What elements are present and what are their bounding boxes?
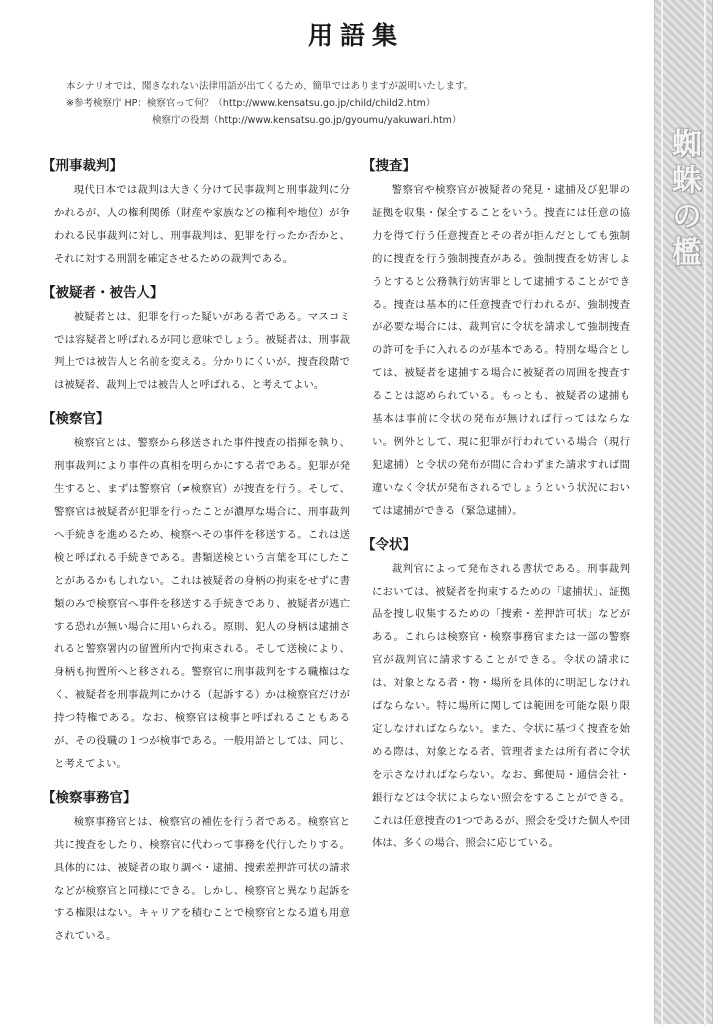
right-column (362, 156, 630, 867)
decorative-sidebar (654, 0, 713, 1024)
entry-body: 検察官とは、警察から移送された事件捜査の指揮を執り、刑事裁判により事件の真相を明らかにする者である。犯罪が発生すると、まずは警察官（≠検察官）が捜査を行う。そして、警察官は被疑者が犯罪を行ったことが濃厚な場合に、刑事裁判へ手続きを進めるため、検察へその事件を移送する。これは送検と呼ばれる手続きである。書類送検という言葉を耳にしたことがあるかもしれない。これは被疑者の身柄の拘束をせずに書類のみで検察官へ事件を移送する手続きであり、被疑者が逃亡する恐れが無い場合に用いられる。原則、犯人の身柄は逮捕されると警察署内の留置所内で拘束される。そして送検により、身柄も拘置所へと移される。警察官に刑事裁判をする職権はなく、被疑者を刑事裁判にかける（起訴する）かは検察官だけが持つ特権である。なお、検察官は検事と呼ばれることもあるが、その役職の１つが検事である。一般用語としては、同じ、と考えてよい。 (54, 437, 350, 770)
left-column (42, 156, 350, 960)
glossary-entry-reijou (362, 535, 630, 856)
entry-body: 裁判官によって発布される書状である。刑事裁判においては、被疑者を拘束するための「逮捕状」、証拠品を捜し収集するための「捜索・差押許可状」などがある。これらは検察官・検察事務官または一部の警察官が裁判官に請求することができる。令状の請求には、対象となる者・物・場所を具体的に明記しなければならない。特に場所に関しては範囲を可能な限り限定しなければならない。また、令状に基づく捜査を始める際は、対象となる者、管理者または所有者に令状を示さなければならない。なお、郵便局・通信会社・銀行などは令状によらない照会をすることができる。これは任意捜査の1つであるが、照会を受けた個人や団体は、多くの場合、照会に応じている。 (372, 562, 630, 850)
glossary-entry-sousa (362, 156, 630, 523)
entry-heading: 【検察事務官】 (42, 789, 137, 806)
reference-line: 検察庁の役割（http://www.kensatsu.go.jp/gyoumu/yakuwari.htm） (152, 115, 462, 126)
entry-body: 検察事務官とは、検察官の補佐を行う者である。検察官と共に捜査をしたり、検察官に代わって事務を代行したりする。具体的には、被疑者の取り調べ・逮捕、捜索差押許可状の請求などが検察官と同様にできる。しかし、検察官と異なり起訴をする権限はない。キャリアを積むことで検察官となる道も用意されている。 (54, 815, 350, 943)
glossary-entry-keiji-saiban (42, 156, 350, 271)
entry-heading: 【被疑者・被告人】 (42, 284, 164, 301)
intro-line: 本シナリオでは、聞きなれない法律用語が出てくるため、簡単ではありますが説明いたします。 (66, 81, 474, 92)
entry-heading: 【令状】 (362, 536, 416, 553)
entry-heading: 【刑事裁判】 (42, 158, 123, 174)
entry-body: 現代日本では裁判は大きく分けて民事裁判と刑事裁判に分かれるが、人の権利関係（財産や家族などの権利や地位）が争われる民事裁判に対し、刑事裁判は、犯罪を行ったか否かと、それに対する刑罰を確定させるための裁判である。 (54, 184, 350, 265)
reference-line: ※参考検察庁 HP：検察官って何？（http://www.kensatsu.go.jp/child/child2.htm） (66, 98, 436, 109)
entry-body: 被疑者とは、犯罪を行った疑いがある者である。マスコミでは容疑者と呼ばれるが同じ意味でしょう。被疑者は、刑事裁判上では被告人と名前を変える。分かりにくいが、捜査段階では被疑者、裁判上では被告人と呼ばれる、と考えてよい。 (54, 310, 350, 392)
entry-heading: 【捜査】 (362, 158, 416, 174)
entry-heading: 【検察官】 (42, 411, 110, 428)
glossary-entry-kensatsukan (42, 409, 350, 776)
intro-block (66, 78, 626, 129)
page-title: 用語集 (307, 21, 404, 50)
entry-body: 警察官や検察官が被疑者の発見・逮捕及び犯罪の証拠を収集・保全することをいう。捜査には任意の協力を得て行う任意捜査とその者が拒んだとしても強制的に捜査を行う強制捜査がある。強制捜査を妨害しようとすると公務執行妨害罪として逮捕することができる。捜査は基本的に任意捜査で行われるが、強制捜査が必要な場合には、裁判官に令状を請求して強制捜査の許可を手に入れるのが基本である。特別な場合としては、被疑者を逮捕する場合に被疑者の周囲を捜査することは認められている。もっとも、被疑者の逮捕も基本は事前に令状の発布が無ければ行ってはならない。例外として、現に犯罪が行われている場合（現行犯逮捕）と令状の発布が間に合わずまた請求すれば間違いなく令状が発布されるでしょうという状況においては逮捕ができる（緊急逮捕）。 (372, 184, 630, 517)
glossary-entry-higisha (42, 283, 350, 398)
glossary-entry-kensatsu-jimukan (42, 788, 350, 948)
sidebar-title: 蜘蛛の檻 (666, 128, 701, 272)
